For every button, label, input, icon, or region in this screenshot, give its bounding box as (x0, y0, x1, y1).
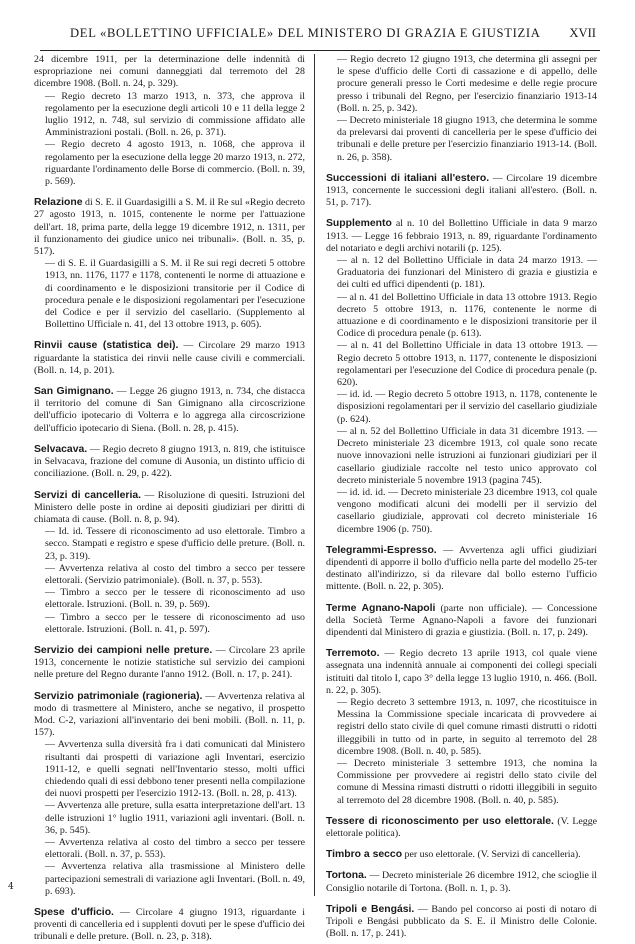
right-column (326, 54, 597, 940)
entry-subitem: — al n. 41 del Bollettino Ufficiale in data 13 ottobre 1913. — Regio decreto 5 ottobre 1913, n. 1177, contenente le disposizioni regolamentari per l'esecuzione del Codice di procedura penale (p. 620). (337, 340, 597, 389)
entry-text: di S. E. il Guardasigilli a S. M. il Re sul «Regio decreto 27 agosto 1913, n. 1015, contenente le norme per l'attuazione dell'art. 18, prima parte, della legge 19 dicembre 1912, n. 1311, per il funzionamento dei giudice unico nei tribunali». (Boll. n. 35, p. 517). (34, 197, 305, 258)
entry-subitem: — al n. 41 del Bollettino Ufficiale in data 13 ottobre 1913. Regio decreto 5 ottobre 1913, n. 1176, contenente le norme di attuazione e di coordinamento e le disposizioni transitorie per il Codice di procedura penale (p. 613). (337, 291, 597, 340)
entry-text: — Risoluzione di quesiti. Istruzioni del Ministero delle poste in ordine ai depositi giudiziari per diritti di chiamata di cause. (Boll. n. 8, p. 94). (34, 489, 305, 525)
entry-subitem: — Avvertenza relativa alla trasmissione al Ministero delle partecipazioni semestrali di variazione agli Inventari. (Boll. n. 49, p. 693). (45, 861, 305, 897)
entry-heading: Servizio patrimoniale (ragioneria). (34, 690, 203, 702)
entry-text: 24 dicembre 1911, per la determinazione delle indennità di espropriazione nei comuni danneggiati dal terremoto del 28 dicembre 1908. (Boll. n. 24, p. 329). (34, 54, 305, 90)
entry-subitem: — Avvertenza relativa al costo del timbro a secco per tessere elettorali. (Servizio patrimoniale). (Boll. n. 37, p. 553). (45, 562, 305, 586)
entry-heading: Terremoto. (326, 648, 380, 660)
entry-servizi-cancelleria (34, 490, 305, 636)
entry-subitem: — Decreto ministeriale 3 settembre 1913, che nomina la Commissione per provvedere ai registri dello stato civile del comune di Messina rimasti distrutti o ridotti illeggibili in seguito al terremoto del 28 dicembre 1908. (Boll. n. 40, p. 585). (337, 757, 597, 806)
entry-heading: Servizi di cancelleria. (34, 489, 142, 501)
running-header (40, 24, 600, 51)
entry-spese-ufficio (34, 907, 305, 944)
entry-text: al n. 10 del Bollettino Ufficiale in data 9 marzo 1913. — Legge 16 febbraio 1913, n. 89, riguardante l'ordinamento del notariato e degli archivi notarili (p. 125). (326, 218, 598, 254)
entry-heading: Timbro a secco (326, 849, 403, 861)
entry-subitem: — Avvertenza relativa al costo del timbro a secco per tessere elettorali. (Boll. n. 37, p. 553). (45, 836, 305, 861)
entry-text: — Regio decreto 8 giugno 1913, n. 819, che istituisce in Selvacava, frazione del comune di Ausonia, un distinto ufficio di conciliazione. (Boll. n. 29, p. 422). (34, 443, 306, 480)
entry-subitem: — Avvertenza alle preture, sulla esatta interpretazione dell'art. 13 delle istruzioni 1° luglio 1911, variazioni agli inventari. (Boll. n. 36, p. 545). (45, 800, 305, 836)
entry-text: — Bando pel concorso ai posti di notaro di Tripoli e Bengási pubblicato da S. E. il Ministro delle Colonie. (Boll. n. 17, p. 241). (326, 903, 597, 940)
entry-heading: Selvacava. (34, 443, 88, 455)
entry-heading: Tripoli e Bengási. (326, 903, 415, 915)
entry-text: per uso elettorale. (V. Servizi di cancelleria). (404, 849, 581, 861)
entry-heading: Servizio dei campioni nelle preture. (34, 644, 213, 656)
entry-subitem: — al n. 52 del Bollettino Ufficiale in data 31 dicembre 1913. — Decreto ministeriale 23 dicembre 1913, col quale sono recate nuove innovazioni nelle istruzioni ai funzionari giudiziari per il casellario giudiziale raccolte nel testo unico approvato col decreto ministeriale 5 novembre 1913 (pagina 745). (337, 425, 597, 486)
entry-text: — Circolare 29 marzo 1913 riguardante la statistica dei rinvii nelle cause civili e commerciali. (Boll. n. 14, p. 201). (34, 340, 305, 376)
entry-heading: Terme Agnano-Napoli (326, 602, 436, 614)
entry-text: — Circolare 23 aprile 1913, concernente le notizie statistiche sul servizio dei campioni nelle preture del Regno durante l'anno 1912. (Boll. n. 17, p. 241). (34, 644, 306, 681)
entry-san-gimignano (34, 386, 305, 435)
entry-heading: Tortona. (326, 870, 367, 882)
entry-terme-agnano (326, 603, 597, 640)
entry-text: — Circolare 19 dicembre 1913, concernente le successioni degli italiani all'estero. (Boll. n. 51, p. 717). (326, 172, 598, 209)
entry-relazione (34, 197, 305, 331)
entry-text: — Avvertenza agli uffici giudiziari dipendenti di apporre il bollo d'ufficio nella parte del modello 25-ter destinato all'indirizzo, si da rilevare dal bollo esterno l'ufficio mittente. (Boll. n. 22, p. 305). (326, 544, 597, 593)
column-divider (314, 54, 315, 896)
entry-subitem: — Regio decreto 12 giugno 1913, che determina gli assegni per le spese d'ufficio delle Corti di cassazione e di appello, delle procure generali presso le Corti medesime e delle regie procure presso i tribunali del Regno, per l'esercizio finanziario 1913-14 (Boll. n. 25, p. 342). (337, 54, 597, 114)
entry-selvacava (34, 444, 305, 481)
entry-text: — Legge 26 giugno 1913, n. 734, che distacca il territorio del comune di San Gimignano alla circoscrizione dell'ufficio ipotecario di Volterra e lo aggrega alla circoscrizione dell'ufficio ipotecario di Siena. (Boll. n. 28, p. 415). (34, 386, 306, 434)
entry-heading: Supplemento (326, 218, 392, 230)
entry-subitem: — Decreto ministeriale 18 giugno 1913, che determina le somme da prelevarsi dai proventi di cancelleria per le spese d'ufficio dei tribunali e delle preture per l'esercizio finanziario 1913-14. (Boll. n. 26, p. 358). (337, 115, 597, 163)
entry-heading: Relazione (34, 197, 83, 209)
entry-subitem: — id. id. id. — Decreto ministeriale 23 dicembre 1913, col quale vengono modificati alcuni dei modelli per il servizio del casellario giudiziale, approvati col decreto ministeriale 16 dicembre 1906 (p. 750). (337, 486, 597, 535)
entry-subitem: — id. id. — Regio decreto 5 ottobre 1913, n. 1178, contenente le disposizioni regolamentari per il servizio del casellario giudiziale (p. 624). (337, 389, 597, 425)
running-title: DEL «BOLLETTINO UFFICIALE» DEL MINISTERO DI GRAZIA E GIUSTIZIA (70, 26, 541, 40)
entry-heading: San Gimignano. (34, 386, 114, 398)
entry-subitem: — Timbro a secco per le tessere di riconoscimento ad uso elettorale. Istruzioni. (Boll. n. 39, p. 569). (45, 587, 305, 611)
entry-subitem: — al n. 12 del Bollettino Ufficiale in data 24 marzo 1913. — Graduatoria dei funzionari del Ministero di grazia e giustizia e dei culti ed uffici dipendenti (p. 181). (337, 255, 597, 291)
entry-subitem: — Timbro a secco per le tessere di riconoscimento ad uso elettorale. Istruzioni. (Boll. n. 41, p. 597). (45, 611, 305, 635)
entry-servizio-campioni (34, 645, 305, 682)
entry-rinvii-cause (34, 340, 305, 377)
entry-text: (parte non ufficiale). — Concessione della Società Terme Agnano-Napoli a favore dei funzionari dipendenti dal Ministero di grazia e giustizia. (Boll. n. 17, p. 249). (326, 602, 597, 638)
entry-heading: Tessere di riconoscimento per uso elettorale. (326, 815, 554, 827)
entry-terremoto (326, 648, 597, 807)
entry-continuation (326, 54, 597, 164)
entry-subitem: — Regio decreto 3 settembre 1913, n. 1097, che ricostituisce in Messina la Commissione speciale incaricata di provvedere ai registri dello stato civile di quel comune rimasti distrutti o ridotti illeggibili in tutto od in parte, in seguito al terremoto del 28 dicembre 1908. (Boll. n. 40, p. 585). (337, 696, 597, 757)
entry-subitem: — Regio decreto 13 marzo 1913, n. 373, che approva il regolamento per la esecuzione degli articoli 10 e 11 della legge 2 luglio 1912, n. 748, sul servizio di commissione affidato alle Amministrazioni postali. (Boll. n. 26, p. 371). (45, 90, 305, 139)
entry-text: — Decreto ministeriale 26 dicembre 1912, che scioglie il Consiglio notarile di Tortona. (Boll. n. 1, p. 3). (326, 870, 597, 894)
entry-timbro (326, 849, 597, 861)
entry-tessere (326, 816, 597, 840)
entry-supplemento (326, 218, 597, 535)
entry-heading: Successioni di italiani all'estero. (326, 172, 490, 184)
page-number: XVII (569, 26, 596, 40)
entry-subitem: — Avvertenza sulla diversità fra i dati comunicati dal Ministero risultanti dai prospetti di variazione agli Inventari, esercizio 1911-12, e quelli segnati nell'Inventario stesso, molti uffici chiedendo quali di essi debbono tener presenti nella compilazione dei nuovi prospetti per l'esercizio 1912-13. (Boll. n. 28, p. 413). (45, 739, 305, 800)
entry-successioni (326, 173, 597, 210)
entry-subitem: — Id. id. Tessere di riconoscimento ad uso elettorale. Timbro a secco. Stampati e registro e spese d'ufficio delle preture. (Boll. n. 23, p. 319). (45, 526, 305, 562)
entry-text: — Circolare 4 giugno 1913, riguardante i proventi di cancelleria ed i supplenti dovuti per le spese d'ufficio dei tribunali e delle preture. (Boll. n. 23, p. 318). (34, 907, 306, 943)
entry-tortona (326, 870, 597, 894)
left-column (34, 54, 305, 944)
entry-heading: Spese d'ufficio. (34, 907, 114, 918)
entry-subitem: — di S. E. il Guardasigilli a S. M. il Re sui regi decreti 5 ottobre 1913, nn. 1176, 1177 e 1178, contenenti le norme di attuazione e di coordinamento e le disposizioni transitorie per il Codice di procedura penale e le disposizioni regolamentari per l'esecuzione del Codice e per il servizio del casellario. (Supplemento al Bollettino Ufficiale n. 41, del 13 ottobre 1913, p. 605). (45, 258, 305, 331)
entry-heading: Telegrammi-Espresso. (326, 544, 437, 556)
entry-heading: Rinvii cause (statistica dei). (34, 340, 179, 352)
entry-telegrammi (326, 545, 597, 594)
entry-continuation (34, 54, 305, 188)
entry-tripoli (326, 904, 597, 941)
entry-subitem: — Regio decreto 4 agosto 1913, n. 1068, che approva il regolamento per la esecuzione della legge 20 marzo 1913, n. 272, riguardante l'ordinamento delle Borse di commercio. (Boll. n. 39, p. 569). (45, 139, 305, 188)
signature-mark: 4 (8, 882, 14, 892)
entry-text: — Regio decreto 13 aprile 1913, col quale viene assegnata una indennità annuale ai componenti dei collegi speciali istituiti dal titolo I, capo 3° della legge 13 luglio 1910, n. 466. (Boll. n. 22, p. 305). (326, 648, 597, 696)
entry-servizio-patrimoniale (34, 691, 305, 898)
entry-text: — Avvertenza relativa al modo di trasmettere al Ministero, anche se negativo, il prospetto Mod. C-2, variazioni all'inventario dei beni mobili. (Boll. n. 11, p. 157). (34, 690, 305, 739)
entry-text: (V. Legge elettorale politica). (326, 815, 598, 839)
